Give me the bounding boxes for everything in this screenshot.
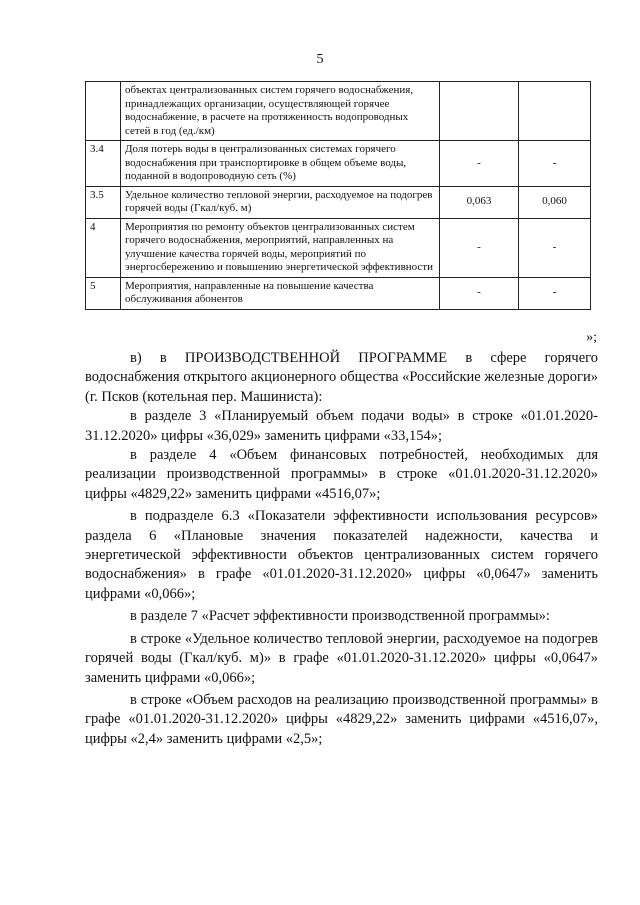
paragraph-section-3: в разделе 3 «Планируемый объем подачи воды» в строке «01.01.2020-31.12.2020» цифры «36,029» заменить цифрами «33,154»; [85, 408, 598, 444]
table-row [86, 82, 591, 141]
closing-quote-mark: »; [586, 330, 597, 345]
row-name: Мероприятия, направленные на повышение качества обслуживания абонентов [121, 277, 440, 309]
row-value-2021: - [519, 277, 591, 309]
row-number: 3.4 [86, 141, 121, 187]
row-number: 3.5 [86, 186, 121, 218]
table-row [86, 186, 591, 218]
paragraph-production-program: в) в ПРОИЗВОДСТВЕННОЙ ПРОГРАММЕ в сфере горячего водоснабжения открытого акционерного общества «Российские железные дороги» (г. Псков (котельная пер. Машиниста): [85, 350, 598, 405]
row-value-2021: - [519, 218, 591, 277]
row-name: Доля потерь воды в централизованных системах горячего водоснабжения при транспортировке в общем объеме воды, поданной в водопроводную сеть (%) [121, 141, 440, 187]
row-name: Мероприятия по ремонту объектов централизованных систем горячего водоснабжения, мероприятий, направленных на улучшение качества горячей воды, мероприятий по энергосбережению и повышению энергетической эффективности [121, 218, 440, 277]
paragraph-section-4: в разделе 4 «Объем финансовых потребностей, необходимых для реализации производственной программы» в строке «01.01.2020-31.12.2020» цифры «4829,22» заменить цифрами «4516,07»; [85, 447, 598, 502]
row-value-2020: - [440, 141, 519, 187]
row-value-2020: - [440, 218, 519, 277]
row-number [86, 82, 121, 141]
row-name: объектах централизованных систем горячего водоснабжения, принадлежащих организации, осуществляющей горячее водоснабжение, в расчете на протяженность водопроводных сетей в год (ед./км) [121, 82, 440, 141]
row-number: 5 [86, 277, 121, 309]
row-value-2021 [519, 82, 591, 141]
table-row [86, 218, 591, 277]
row-value-2020: 0,063 [440, 186, 519, 218]
indicators-table [85, 81, 591, 310]
row-number: 4 [86, 218, 121, 277]
row-value-2021: 0,060 [519, 186, 591, 218]
amendment-text [85, 349, 598, 749]
page-number: 5 [316, 52, 324, 67]
paragraph-expenses-line: в строке «Объем расходов на реализацию производственной программы» в графе «01.01.2020-31.12.2020» цифры «4829,22» заменить цифрами «4516,07», цифры «2,4» заменить цифрами «2,5»; [85, 691, 598, 747]
paragraph-subsection-6-3: в подразделе 6.3 «Показатели эффективности использования ресурсов» раздела 6 «Плановые значения показателей надежности, качества и энергетической эффективности объектов централизованных систем горячего водоснабжения» в графе «01.01.2020-31.12.2020» цифры «0,0647» заменить цифрами «0,066»; [85, 508, 598, 602]
row-value-2021: - [519, 141, 591, 187]
row-value-2020 [440, 82, 519, 141]
row-name: Удельное количество тепловой энергии, расходуемое на подогрев горячей воды (Гкал/куб. м) [121, 186, 440, 218]
paragraph-heat-energy-line: в строке «Удельное количество тепловой энергии, расходуемое на подогрев горячей воды (Гкал/куб. м)» в графе «01.01.2020-31.12.2020» цифры «0,0647» заменить цифрами «0,066»; [85, 630, 598, 686]
table-row [86, 141, 591, 187]
table-row [86, 277, 591, 309]
row-value-2020: - [440, 277, 519, 309]
paragraph-section-7: в разделе 7 «Расчет эффективности производственной программы»: [130, 608, 550, 625]
